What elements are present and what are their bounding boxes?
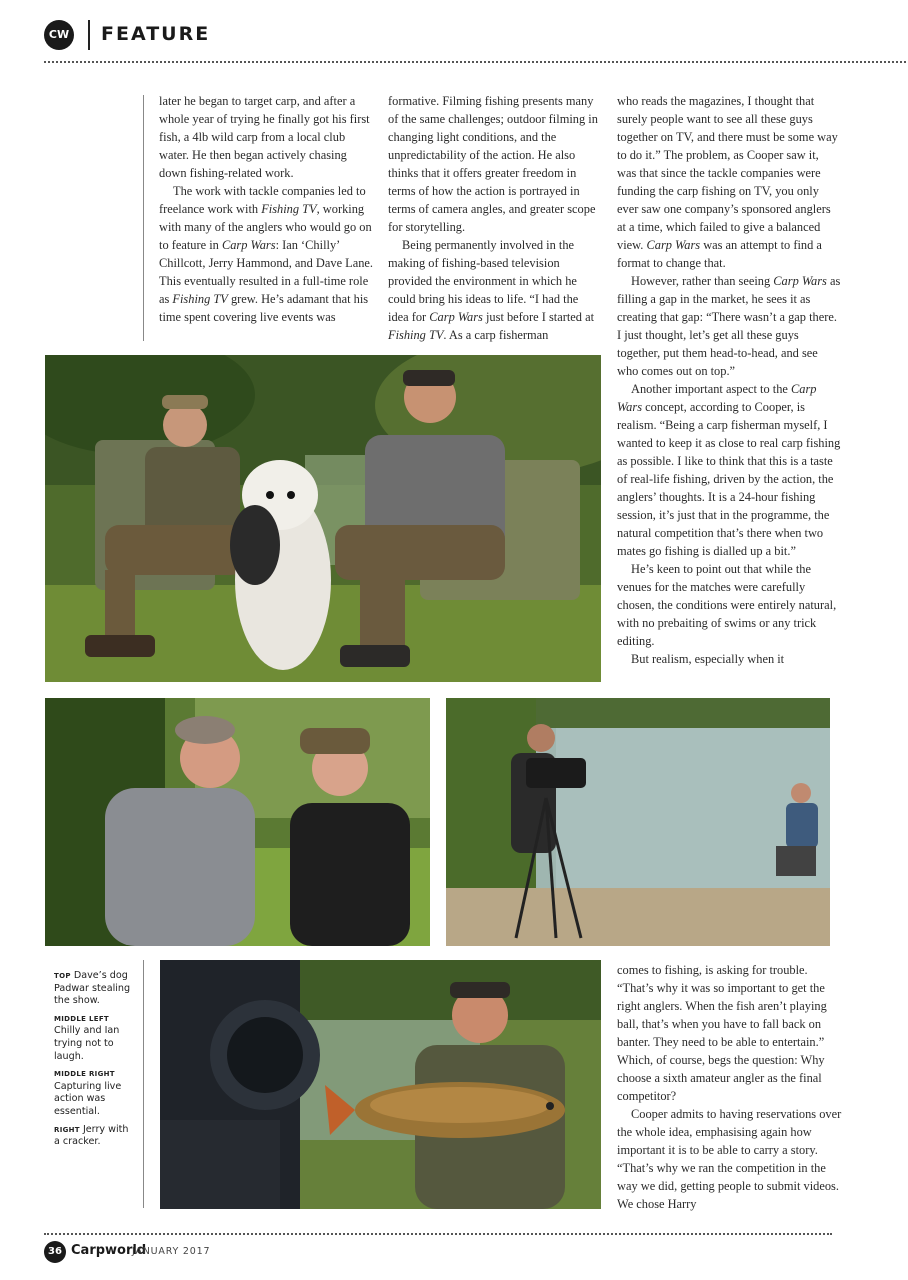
paragraph: However, rather than seeing Carp Wars as filling a gap in the market, he sees it as creating that gap: “There wasn’t a gap there. I just thought, let’s get all these guys together, put them head-to-head, and see who comes out on top.” xyxy=(617,274,841,378)
paragraph: who reads the magazines, I thought that surely people want to see all these guys together on TV, and there must be some way to do it.” The problem, as Cooper saw it, was that since the tackle companies were funding the carp fishing on TV, you only ever saw one company’s sponsored anglers at a time, which failed to give a balanced view. Carp Wars was an attempt to find a format to change that. xyxy=(617,94,838,270)
paragraph: He’s keen to point out that while the venues for the matches were carefully chosen, the conditions were entirely natural, with no prebaiting of swims or any trick editing. xyxy=(617,562,837,648)
paragraph: But realism, especially when it xyxy=(631,652,785,666)
paragraph: Another important aspect to the Carp Wars concept, according to Cooper, is realism. “Being a carp fisherman myself, I wanted to keep it as close to real carp fishing as possible. I like to think that this is a taste of real-life fishing, driven by the action, the anglers’ thoughts. It is a 24-hour fishing session, it’s just that in the programme, the natural competition that’s there when two mates go fishing is dialled up a bit.” xyxy=(617,382,841,558)
photo-filming-live-action xyxy=(446,698,830,946)
article-column-4 xyxy=(617,961,843,1213)
paragraph: Being permanently involved in the making of fishing-based television provided the environment in which he could bring his ideas to life. “I had the idea for Carp Wars just before I started at Fishing TV. As a carp fisherman xyxy=(388,238,595,342)
photo-captions xyxy=(54,970,136,1154)
magazine-name: Carpworld xyxy=(71,1243,147,1258)
magazine-badge: CW xyxy=(44,20,74,50)
caption-right: RIGHT Jerry with a cracker. xyxy=(54,1123,129,1148)
paragraph: later he began to target carp, and after a whole year of trying he finally got his first fish, a 4lb wild carp from a local club water. He then began actively chasing down fishing-related work. xyxy=(159,94,370,180)
article-column-2 xyxy=(388,92,600,344)
paragraph: The work with tackle companies led to freelance work with Fishing TV, working with many of the anglers who would go on to feature in Carp Wars: Ian ‘Chilly’ Chillcott, Jerry Hammond, and Dave Lane. This eventually resulted in a full-time role as Fishing TV grew. He’s adamant that his time spent covering live events was xyxy=(159,184,374,324)
margin-rule-bottom xyxy=(143,960,144,1208)
caption-top: TOP Dave’s dog Padwar stealing the show. xyxy=(54,970,131,1007)
footer-rule xyxy=(44,1233,832,1235)
photo-anglers-with-dog xyxy=(45,355,601,682)
paragraph: comes to fishing, is asking for trouble. “That’s why it was so important to get the right anglers. When the fish aren’t playing ball, that’s when you have to fall back on banter. They need to be able to entertain.” Which, of course, begs the question: Why choose a sixth amateur angler as the final competitor? xyxy=(617,963,827,1103)
page-number: 36 xyxy=(44,1241,66,1263)
paragraph: Cooper admits to having reservations over the whole idea, emphasising again how important it is to be able to carry a story. “That’s why we ran the competition in the way we did, getting people to submit videos. We chose Harry xyxy=(617,1107,842,1211)
article-column-1 xyxy=(159,92,374,326)
issue-date: JANUARY 2017 xyxy=(132,1246,211,1257)
photo-chilly-and-ian xyxy=(45,698,430,946)
article-column-3 xyxy=(617,92,841,668)
header-rule xyxy=(44,61,906,63)
margin-rule-top xyxy=(143,95,144,341)
caption-middle-right: MIDDLE RIGHT Capturing live action was essential. xyxy=(54,1070,122,1117)
section-title: FEATURE xyxy=(101,23,211,45)
paragraph: formative. Filming fishing presents many of the same challenges; outdoor filming in changing light conditions, and the unpredictability of the action. He also thinks that it offers greater freedom in terms of how the action is portrayed in terms of camera angles, and greater scope for storytelling. xyxy=(388,94,598,234)
caption-middle-left: MIDDLE LEFT Chilly and Ian trying not to laugh. xyxy=(54,1014,120,1062)
header-divider xyxy=(88,20,90,50)
photo-jerry-with-carp xyxy=(160,960,601,1209)
